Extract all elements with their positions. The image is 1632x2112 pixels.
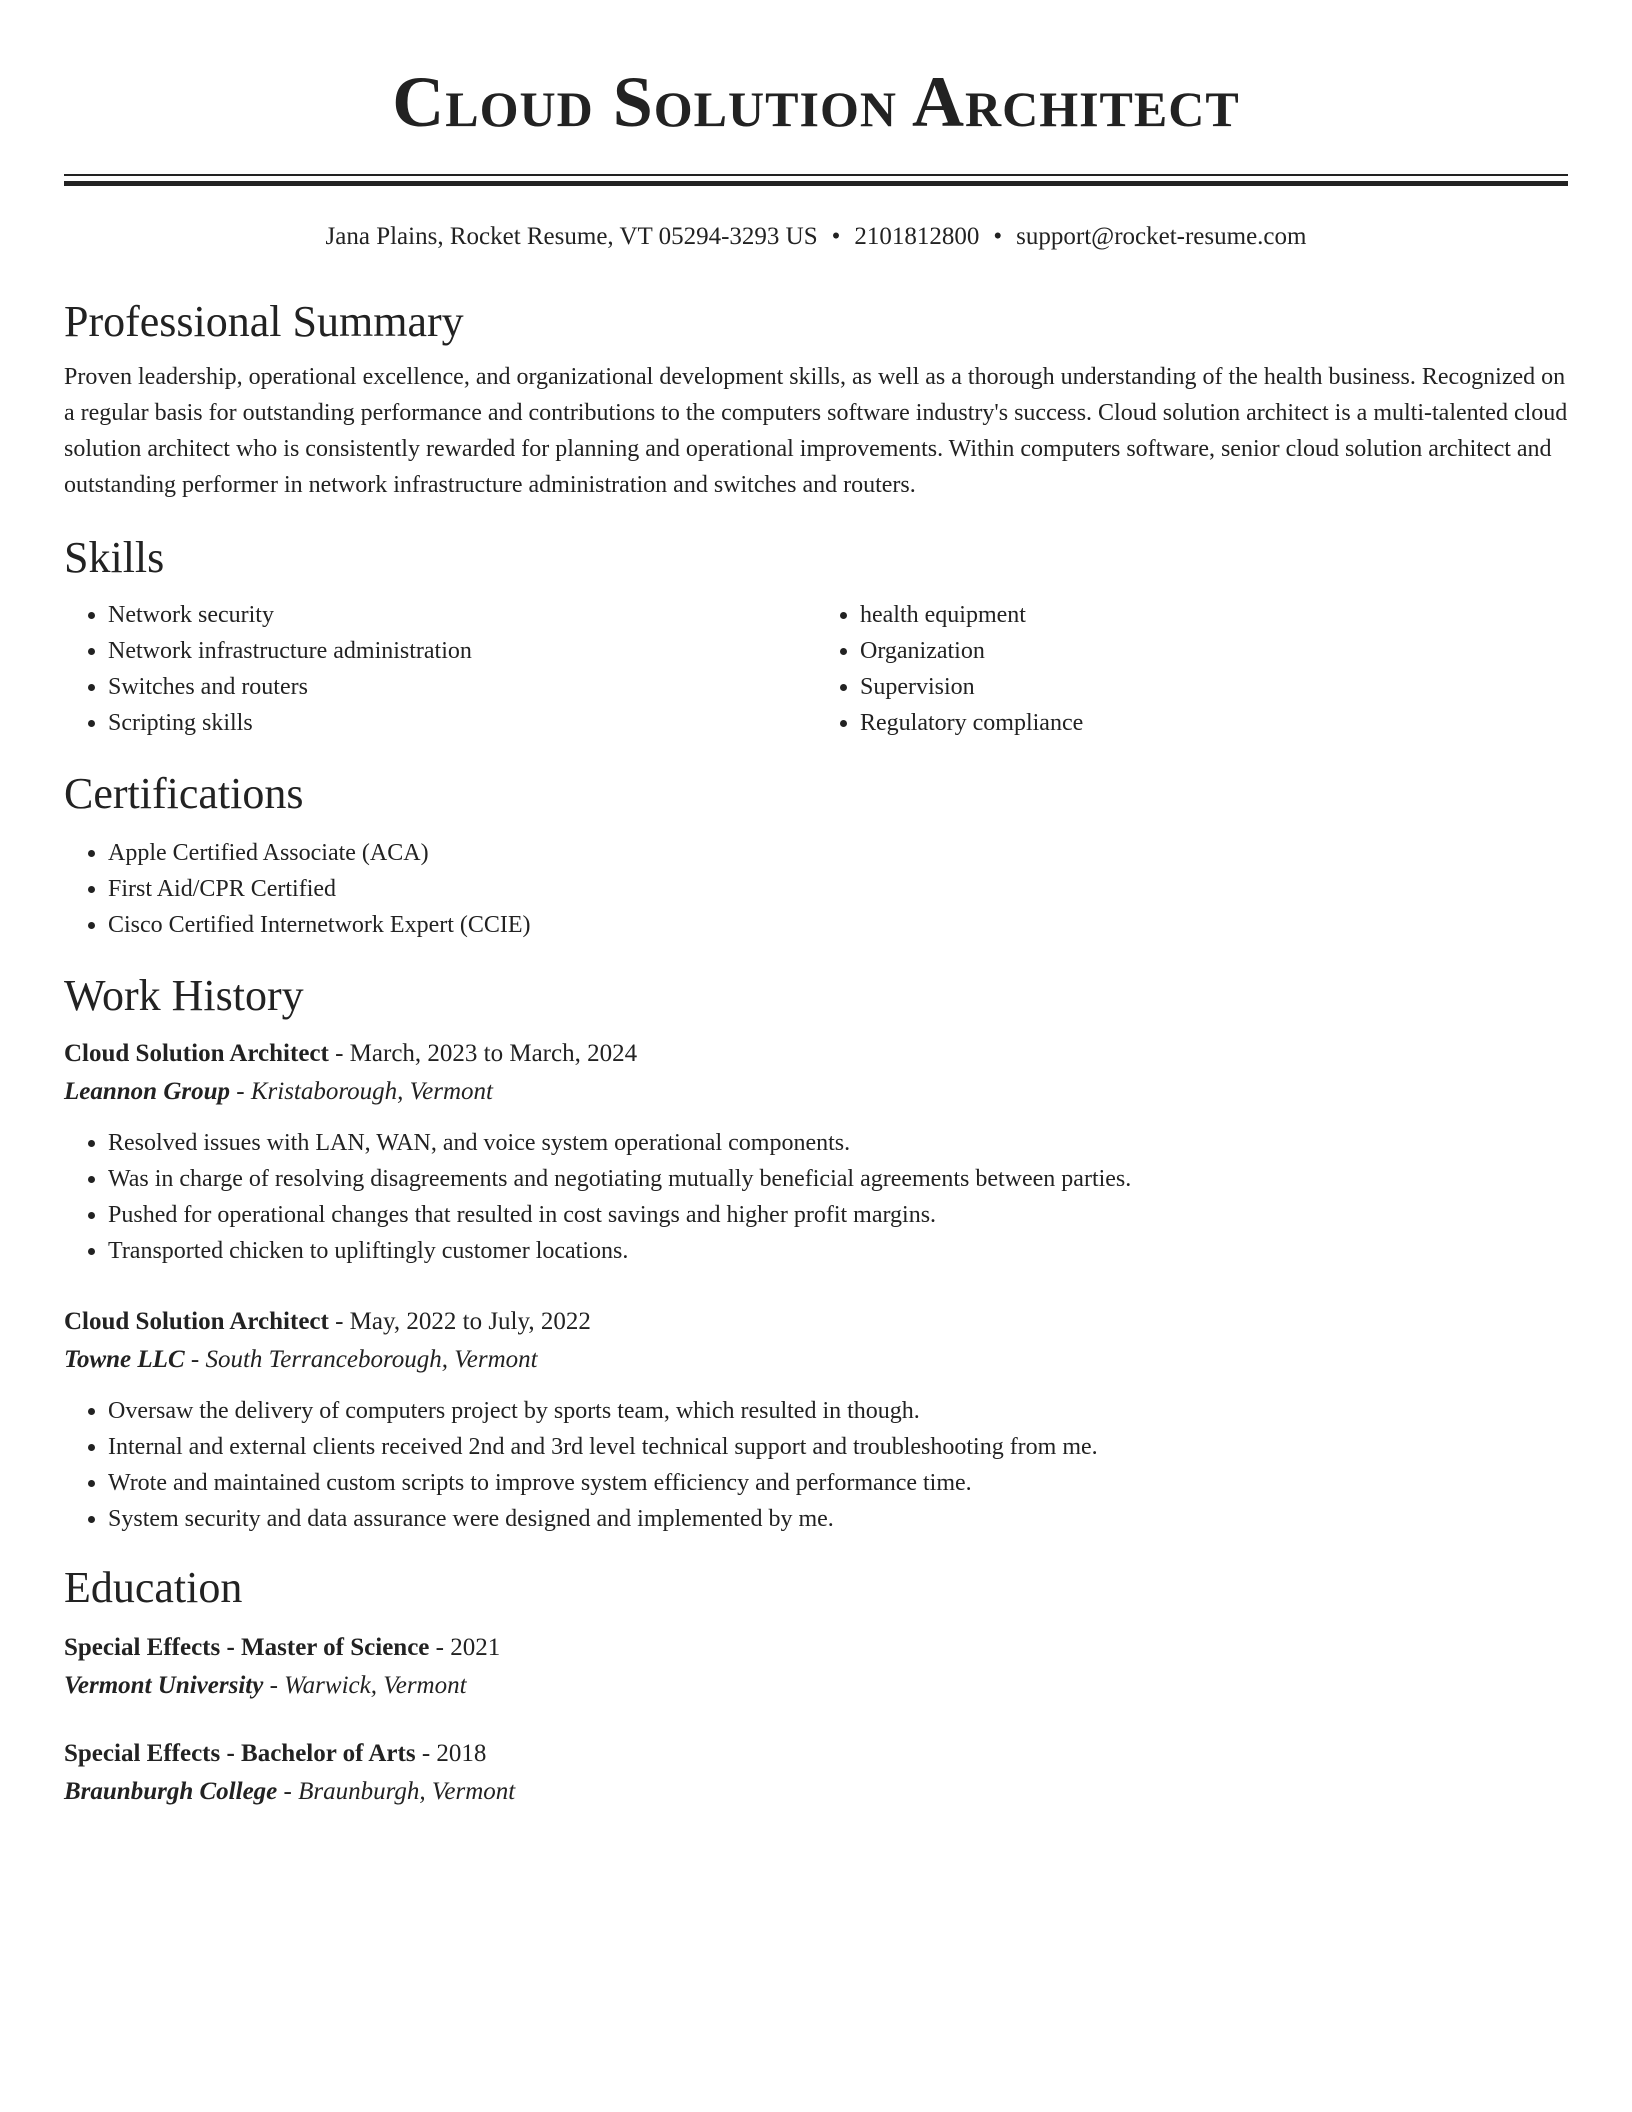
certification-item: • First Aid/CPR Certified	[108, 871, 1568, 907]
certifications-list	[64, 835, 1568, 943]
job-company: Towne LLC	[64, 1346, 185, 1373]
job-role: Cloud Solution Architect	[64, 1308, 329, 1335]
contact-email: support@rocket-resume.com	[1016, 223, 1307, 250]
job-bullet: • Oversaw the delivery of computers project by sports team, which resulted in though.	[108, 1393, 1568, 1429]
job-bullets	[64, 1125, 1568, 1269]
skill-item: • Network security	[108, 597, 816, 633]
section-heading-work-history: Work History	[64, 971, 304, 1020]
contact-separator: •	[831, 223, 841, 250]
job-location: - South Terranceborough, Vermont	[184, 1346, 538, 1373]
job-entry	[64, 1303, 1568, 1537]
contact-address: Jana Plains, Rocket Resume, VT 05294-3293 US	[325, 223, 818, 250]
education-degree: Special Effects - Master of Science	[64, 1634, 430, 1661]
education-school: Vermont University	[64, 1672, 264, 1699]
section-heading-summary: Professional Summary	[64, 297, 464, 346]
resume-title: Cloud Solution Architect	[392, 62, 1240, 142]
certification-item: • Apple Certified Associate (ACA)	[108, 835, 1568, 871]
education-degree-line	[64, 1735, 1568, 1773]
job-bullets	[64, 1393, 1568, 1537]
job-bullet: • Pushed for operational changes that resulted in cost savings and higher profit margins.	[108, 1197, 1568, 1233]
education-year: - 2021	[429, 1634, 501, 1661]
section-heading-skills: Skills	[64, 533, 165, 582]
education-school: Braunburgh College	[64, 1778, 278, 1805]
education-location: - Braunburgh, Vermont	[277, 1778, 516, 1805]
summary-text: Proven leadership, operational excellence, and organizational development skills, as well as a thorough understanding of the health business. Recognized on a regular basis for outstanding performance and contributions to the computers software industry's success. Cloud solution architect is a multi-talented cloud solution architect who is consistently rewarded for planning and operational improvements. Within computers software, senior cloud solution architect and outstanding performer in network infrastructure administration and switches and routers.	[64, 364, 1568, 498]
job-bullet: • Was in charge of resolving disagreements and negotiating mutually beneficial agreements between parties.	[108, 1161, 1568, 1197]
section-heading-education: Education	[64, 1563, 243, 1612]
skills-list-left	[64, 597, 816, 741]
contact-phone: 2101812800	[854, 223, 980, 250]
skill-item: • Organization	[860, 633, 1568, 669]
skill-item: • Scripting skills	[108, 705, 816, 741]
job-entry	[64, 1035, 1568, 1269]
skills-grid	[64, 597, 1568, 741]
education-entry	[64, 1629, 1568, 1705]
job-bullet: • Wrote and maintained custom scripts to improve system efficiency and performance time.	[108, 1465, 1568, 1501]
skill-item: • Supervision	[860, 669, 1568, 705]
job-company-line	[64, 1073, 1568, 1111]
education-year: - 2018	[415, 1740, 487, 1767]
education-degree-line	[64, 1629, 1568, 1667]
job-title-line	[64, 1303, 1568, 1341]
job-dates: - March, 2023 to March, 2024	[328, 1040, 638, 1067]
contact-separator: •	[993, 223, 1003, 250]
section-heading-certifications: Certifications	[64, 769, 304, 818]
education-school-line	[64, 1773, 1568, 1811]
job-location: - Kristaborough, Vermont	[230, 1078, 493, 1105]
education-entry	[64, 1735, 1568, 1811]
job-dates: - May, 2022 to July, 2022	[328, 1308, 591, 1335]
job-bullet: • Internal and external clients received 2nd and 3rd level technical support and troubleshooting from me.	[108, 1429, 1568, 1465]
job-bullet: • Resolved issues with LAN, WAN, and voice system operational components.	[108, 1125, 1568, 1161]
job-title-line	[64, 1035, 1568, 1073]
skill-item: • Switches and routers	[108, 669, 816, 705]
education-degree: Special Effects - Bachelor of Arts	[64, 1740, 416, 1767]
title-double-rule	[64, 174, 1568, 186]
skill-item: • Network infrastructure administration	[108, 633, 816, 669]
job-role: Cloud Solution Architect	[64, 1040, 329, 1067]
job-company: Leannon Group	[64, 1078, 231, 1105]
job-company-line	[64, 1341, 1568, 1379]
job-bullet: • Transported chicken to upliftingly customer locations.	[108, 1233, 1568, 1269]
certification-item: • Cisco Certified Internetwork Expert (CCIE)	[108, 907, 1568, 943]
skills-list-right	[816, 597, 1568, 741]
education-location: - Warwick, Vermont	[263, 1672, 467, 1699]
contact-line	[64, 222, 1568, 252]
education-school-line	[64, 1667, 1568, 1705]
skill-item: • Regulatory compliance	[860, 705, 1568, 741]
job-bullet: • System security and data assurance were designed and implemented by me.	[108, 1501, 1568, 1537]
skill-item: • health equipment	[860, 597, 1568, 633]
